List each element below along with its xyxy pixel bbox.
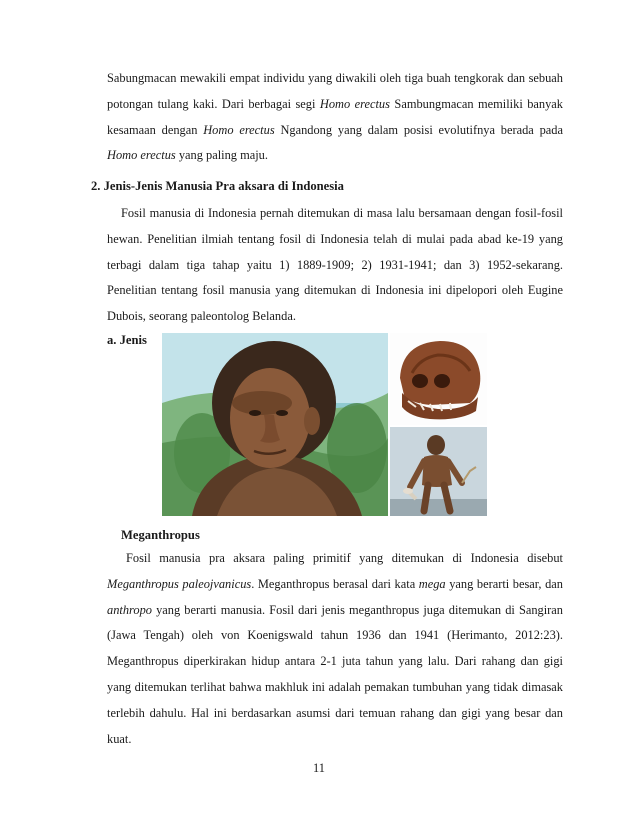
paragraph-sambungmacan [107,66,563,169]
text-run: yang berarti besar, dan [445,576,563,591]
text-run: yang berarti manusia. Fosil dari jenis meganthropus juga ditemukan di Sangiran (Jawa Tengah) oleh von Koenigswald tahun 1936 dan 1941 (Herimanto, 2012:23). Meganthropus diperkirakan hidup antara 2-1 juta tahun yang lalu. Dari rahang dan gigi yang ditemukan terlihat bahwa makhluk ini adalah pemakan tumbuhan yang tidak dimasak terlebih dahulu. Hal ini berdasarkan asumsi dari temuan rahang dan gigi yang besar dan kuat. [107,602,563,746]
paragraph-meganthropus [107,546,563,752]
text-run: Sambungmacan memiliki banyak kesamaan dengan [107,96,563,137]
text-run: yang paling maju. [175,148,268,163]
italic-term: Homo erectus [319,96,390,111]
italic-term: anthropo [107,602,152,617]
italic-term: Homo erectus [107,148,176,163]
italic-term: Meganthropus paleojvanicus [107,576,252,591]
paragraph-intro-fossils [107,201,563,330]
italic-term: mega [418,576,446,591]
text-run: Fosil manusia di Indonesia pernah ditemukan di masa lalu bersamaan dengan fosil-fosil hewan. Penelitian ilmiah tentang fosil di Indonesia telah di mulai pada abad ke-19 yang terbagi dalam tiga tahap yaitu 1) 1889-1909; 2) 1931-1941; dan 3) 1952-sekarang. Penelitian tentang fosil manusia yang ditemukan di Indonesia ini dipelopori oleh Eugine Dubois, seorang paleontolog Belanda. [107,206,563,324]
section-heading: 2. Jenis-Jenis Manusia Pra aksara di Indonesia [91,179,344,193]
figure-caption: Meganthropus [121,528,200,542]
meganthropus-portrait-image [162,333,388,516]
text-run: . Meganthropus berasal dari kata [251,576,419,591]
fossil-skull-image [390,333,487,425]
italic-term: Homo erectus [203,122,275,137]
subsection-heading: a. Jenis [107,333,147,347]
text-run: Fosil manusia pra aksara paling primitif yang ditemukan di Indonesia disebut [126,551,563,565]
text-run: Ngandong yang dalam posisi evolutifnya berada pada [274,122,563,137]
text-run: Sabungmacan mewakili empat individu yang diwakili oleh tiga buah tengkorak dan sebuah potongan tulang kaki. Dari berbagai segi [107,71,563,111]
meganthropus-figure-image [390,427,487,516]
page-number: 11 [313,761,325,775]
